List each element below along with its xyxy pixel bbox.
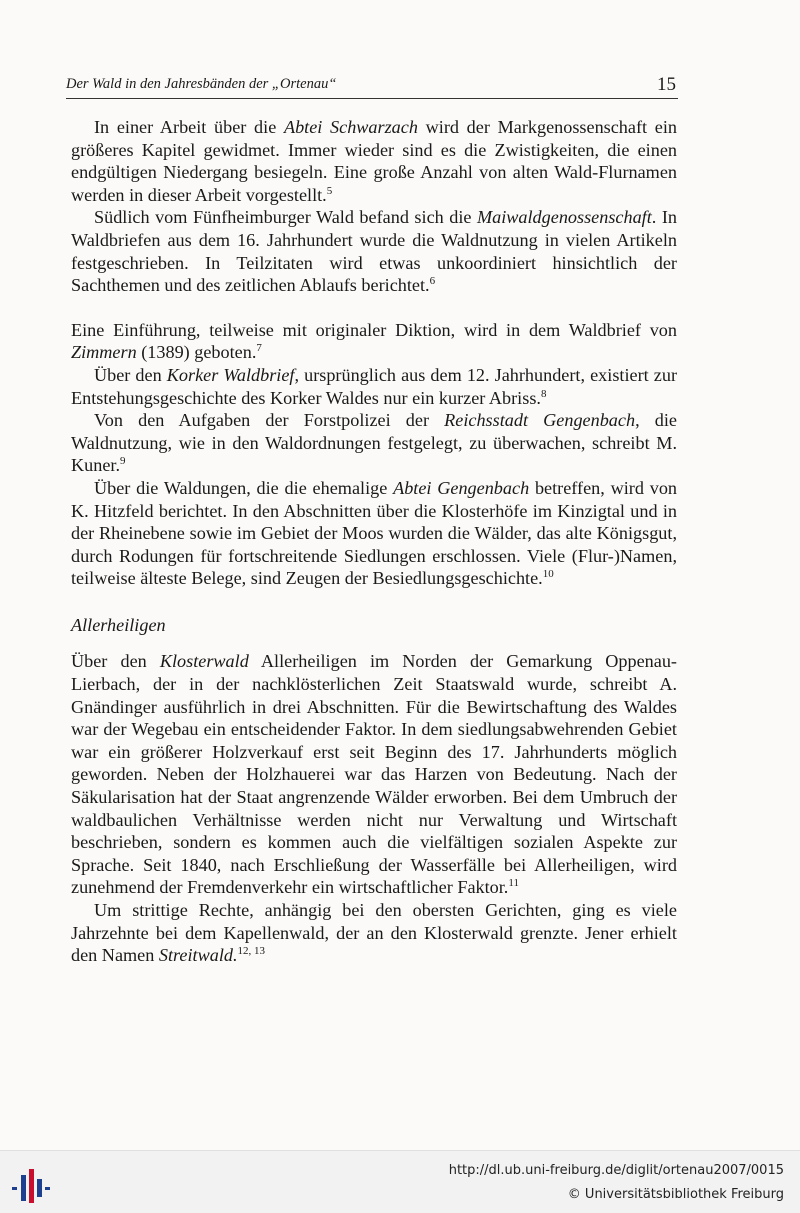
page-number: 15 bbox=[657, 74, 676, 95]
paragraph: Von den Aufgaben der Forstpolizei der Reichsstadt Gengenbach, die Waldnutzung, wie in den Waldordnungen festgelegt, zu überwachen, schreibt M. Kuner.$^9$ bbox=[71, 410, 677, 476]
footnote-ref[interactable]: 8 bbox=[540, 387, 547, 400]
paragraph: In einer Arbeit über die Abtei Schwarzach wird der Markgenossenschaft ein größeres Kapitel gewidmet. Immer wieder sind es die Zwistigkeiten, die einen endgültigen Niedergang besiegeln. Eine große Anzahl von alten Wald-Flurnamen werden in dieser Arbeit vorgestellt.$^5$ bbox=[71, 117, 677, 205]
footnote-ref[interactable]: 10 bbox=[542, 568, 554, 581]
paragraph: Südlich vom Fünfheimburger Wald befand sich die Maiwaldgenossenschaft. In Waldbriefen aus dem 16. Jahrhundert wurde die Waldnutzung in vielen Artikeln festgeschrieben. In Teilzitaten wird etwas unkoordiniert hinsichtlich der Sachthemen und des zeitlichen Ablaufs berichtet.$^6$ bbox=[71, 207, 677, 296]
section-heading: Allerheiligen bbox=[71, 614, 166, 635]
paragraph: Über den Klosterwald Allerheiligen im Norden der Gemarkung Oppenau-Lierbach, der in der nachklösterlichen Zeit Staatswald wurde, schreibt A. Gnändinger ausführlich in drei Abschnitten. Für die Bewirtschaftung des Waldes war der Wegebau ein entscheidender Faktor. In dem siedlungsabwehrenden Gebiet war ein größerer Holzverkauf erst seit Beginn des 17. Jahrhunderts möglich geworden. Neben der Holzhauerei war das Harzen von Bedeutung. Nach der Säkularisation hat der Staat angrenzende Wälder erworben. Bei dem Umbruch der waldbaulichen Verhältnisse werden nicht nur Verwaltung und Wirtschaft beschrieben, sondern es kommen auch die vielfältigen sozialen Aspekte zur Sprache. Seit 1840, nach Erschließung der Wasserfälle bei Allerheiligen, wird zunehmend der Fremdenverkehr ein wirtschaftlicher Faktor.$^{11}$ bbox=[71, 651, 677, 898]
footnote-ref[interactable]: 12, 13 bbox=[237, 945, 266, 958]
footer-bar bbox=[0, 1150, 800, 1213]
paragraph: Eine Einführung, teilweise mit originaler Diktion, wird in dem Waldbrief von Zimmern (1389) geboten.$^7$ bbox=[71, 319, 677, 363]
paragraph: Um strittige Rechte, anhängig bei den obersten Gerichten, ging es viele Jahrzehnte bei dem Kapellenwald, der an den Klosterwald grenzte. Jener erhielt den Namen Streitwald.$^{12, 13}$ bbox=[71, 900, 677, 966]
footnote-ref[interactable]: 11 bbox=[508, 877, 519, 890]
running-header bbox=[66, 74, 678, 99]
footnote-ref[interactable]: 5 bbox=[326, 184, 333, 197]
copyright-notice: © Universitätsbibliothek Freiburg bbox=[567, 1187, 784, 1202]
paragraph: Über den Korker Waldbrief, ursprünglich aus dem 12. Jahrhundert, existiert zur Entstehungsgeschichte des Korker Waldes nur ein kurzer Abriss.$^8$ bbox=[71, 364, 677, 408]
footnote-ref[interactable]: 9 bbox=[120, 455, 126, 468]
source-url-link[interactable]: http://dl.ub.uni-freiburg.de/diglit/ortenau2007/0015 bbox=[448, 1163, 784, 1178]
footnote-ref[interactable]: 7 bbox=[256, 342, 262, 355]
footnote-ref[interactable]: 6 bbox=[429, 275, 436, 288]
paragraph: Über die Waldungen, die die ehemalige Abtei Gengenbach betreffen, wird von K. Hitzfeld berichtet. In den Abschnitten über die Klosterhöfe im Kinzigtal und in der Rheinebene sowie im Gebiet der Moos wurden die Wälder, das alte Königsgut, durch Rodungen für fortschreitende Siedlungen erschlossen. Viele (Flur-)Namen, teilweise älteste Belege, sind Zeugen der Besiedlungsgeschichte.$^{10}$ bbox=[71, 477, 678, 589]
body-text bbox=[71, 116, 677, 967]
running-title: Der Wald in den Jahresbänden der „Ortenau“ bbox=[66, 76, 337, 92]
ub-freiburg-logo-icon bbox=[8, 1165, 54, 1205]
